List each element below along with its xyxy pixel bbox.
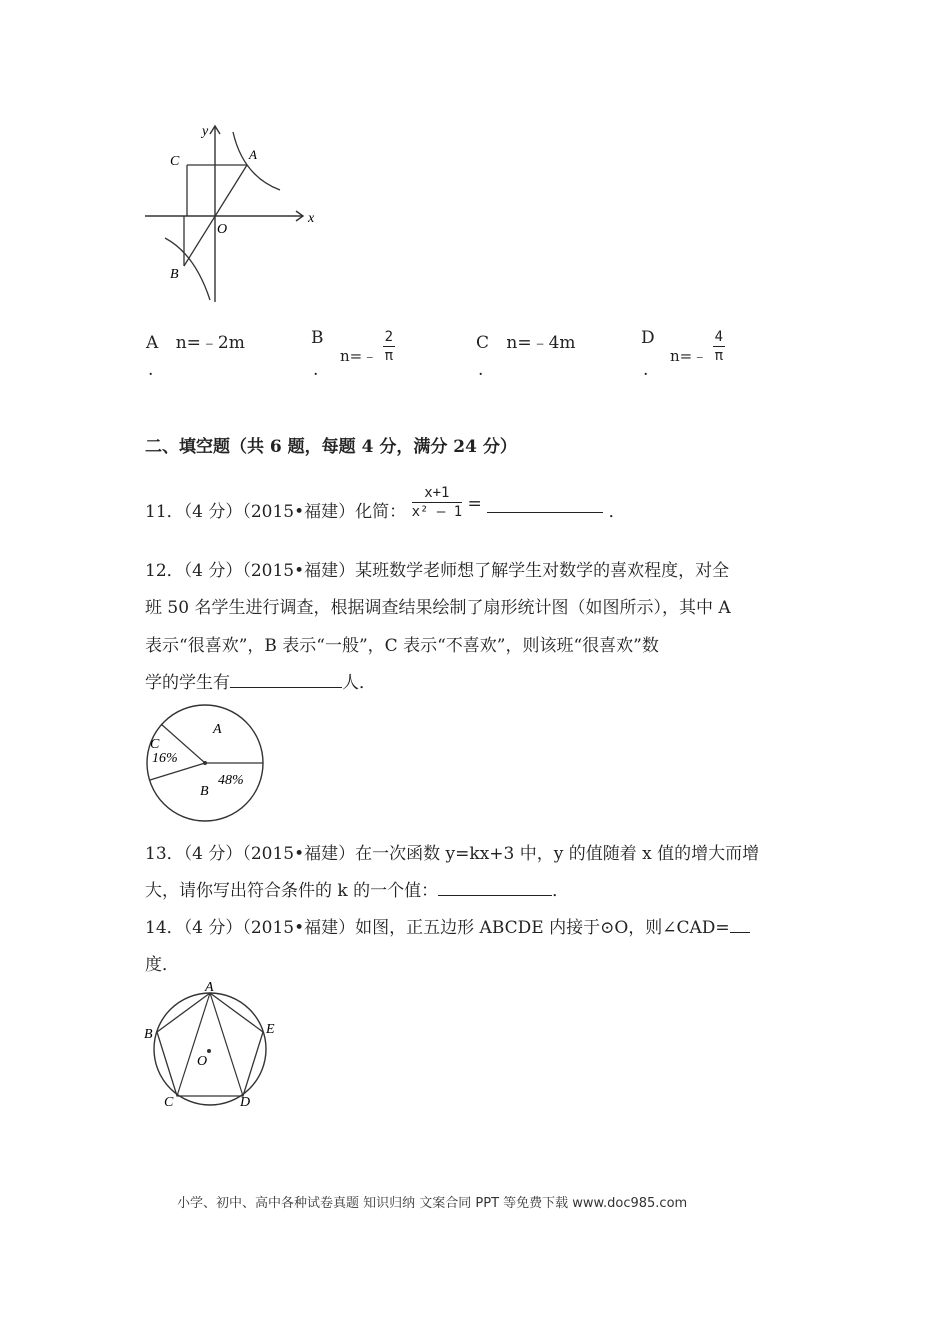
q12-line2: 班 50 名学生进行调查，根据调查结果绘制了扇形统计图（如图所示），其中 A (145, 598, 731, 618)
q12-line1: 12．（4 分）（2015•福建）某班数学老师想了解学生对数学的喜欢程度，对全 (145, 561, 730, 581)
pie-label-A: A (213, 722, 222, 737)
q11-equals: = (467, 494, 482, 514)
q11-numerator: x+1 (412, 484, 463, 503)
pentagon-label-A: A (205, 980, 214, 995)
q11-fraction (412, 484, 463, 521)
option-b-letter: B (311, 328, 324, 348)
q14-line1 (145, 913, 750, 938)
label-y: y (202, 124, 209, 139)
option-d-prefix: n=﹣ (670, 347, 708, 365)
q11-prefix: 11．（4 分）（2015•福建）化简： (145, 502, 407, 522)
q11-answer-blank[interactable] (487, 494, 603, 513)
option-a-text: n=﹣2m (175, 333, 245, 353)
option-a[interactable] (146, 328, 245, 353)
option-b-denominator: π (384, 348, 394, 364)
pentagon-label-B: B (144, 1027, 153, 1042)
q12-end: 人． (342, 673, 376, 693)
label-C: C (170, 154, 180, 169)
option-a-letter: A (146, 333, 159, 353)
pentagon-figure (140, 980, 280, 1110)
option-d[interactable] (641, 328, 655, 348)
q11-denominator: x² – 1 (411, 504, 463, 520)
label-A: A (249, 147, 257, 162)
q13-line1: 13．（4 分）（2015•福建）在一次函数 y=kx+3 中，y 的值随着 x 值的增大而增 (145, 844, 760, 864)
option-d-formula (670, 328, 725, 365)
option-b-formula (340, 328, 395, 365)
option-b[interactable] (311, 328, 324, 348)
pie-pct-C: 16% (152, 751, 178, 766)
q13-end: ． (552, 881, 570, 901)
label-O: O (217, 222, 228, 237)
option-c-dot: . (478, 360, 484, 380)
option-b-dot: . (313, 360, 319, 380)
pie-label-C: C (150, 737, 160, 752)
pentagon-label-O: O (197, 1054, 208, 1069)
pentagon-label-D: D (240, 1095, 251, 1110)
footer-text: 小学、初中、高中各种试卷真题 知识归纳 文案合同 PPT 等免费下载 www.doc985.com (177, 1196, 688, 1211)
option-d-dot: . (643, 360, 649, 380)
q14-line2: 度． (145, 955, 179, 975)
q11-end: ． (608, 502, 626, 522)
option-c[interactable] (476, 328, 576, 353)
pie-figure (140, 700, 275, 825)
q14-line1-text: 14．（4 分）（2015•福建）如图，正五边形 ABCDE 内接于⊙O，则∠CAD= (145, 918, 730, 938)
option-b-numerator: 2 (384, 329, 394, 345)
q12-answer-blank[interactable] (230, 669, 342, 688)
pie-label-B: B (200, 784, 209, 799)
option-c-letter: C (476, 333, 490, 353)
q12-line3: 表示“很喜欢”，B 表示“一般”，C 表示“不喜欢”，则该班“很喜欢”数 (145, 636, 659, 656)
pentagon-label-E: E (266, 1022, 275, 1037)
q14-answer-blank[interactable] (730, 914, 750, 933)
option-d-numerator: 4 (714, 329, 724, 345)
pentagon-label-C: C (164, 1095, 174, 1110)
question-11 (145, 484, 626, 521)
option-c-text: n=﹣4m (506, 333, 576, 353)
q13-answer-blank[interactable] (438, 877, 552, 896)
option-b-prefix: n=﹣ (340, 347, 378, 365)
coordinate-figure (140, 118, 330, 308)
option-d-fraction (713, 328, 725, 365)
option-d-letter: D (641, 328, 655, 348)
label-x: x (308, 211, 315, 226)
option-d-denominator: π (714, 348, 724, 364)
q13-line2-text: 大，请你写出符合条件的 k 的一个值： (145, 881, 439, 901)
q12-line4 (145, 668, 376, 693)
q13-line2 (145, 876, 569, 901)
section-title: 二、填空题（共 6 题，每题 4 分，满分 24 分） (145, 437, 517, 457)
pie-pct-B: 48% (218, 773, 244, 788)
label-B: B (170, 267, 179, 282)
option-b-fraction (383, 328, 395, 365)
option-a-dot: . (148, 360, 154, 380)
q12-line4-text: 学的学生有 (145, 673, 230, 693)
